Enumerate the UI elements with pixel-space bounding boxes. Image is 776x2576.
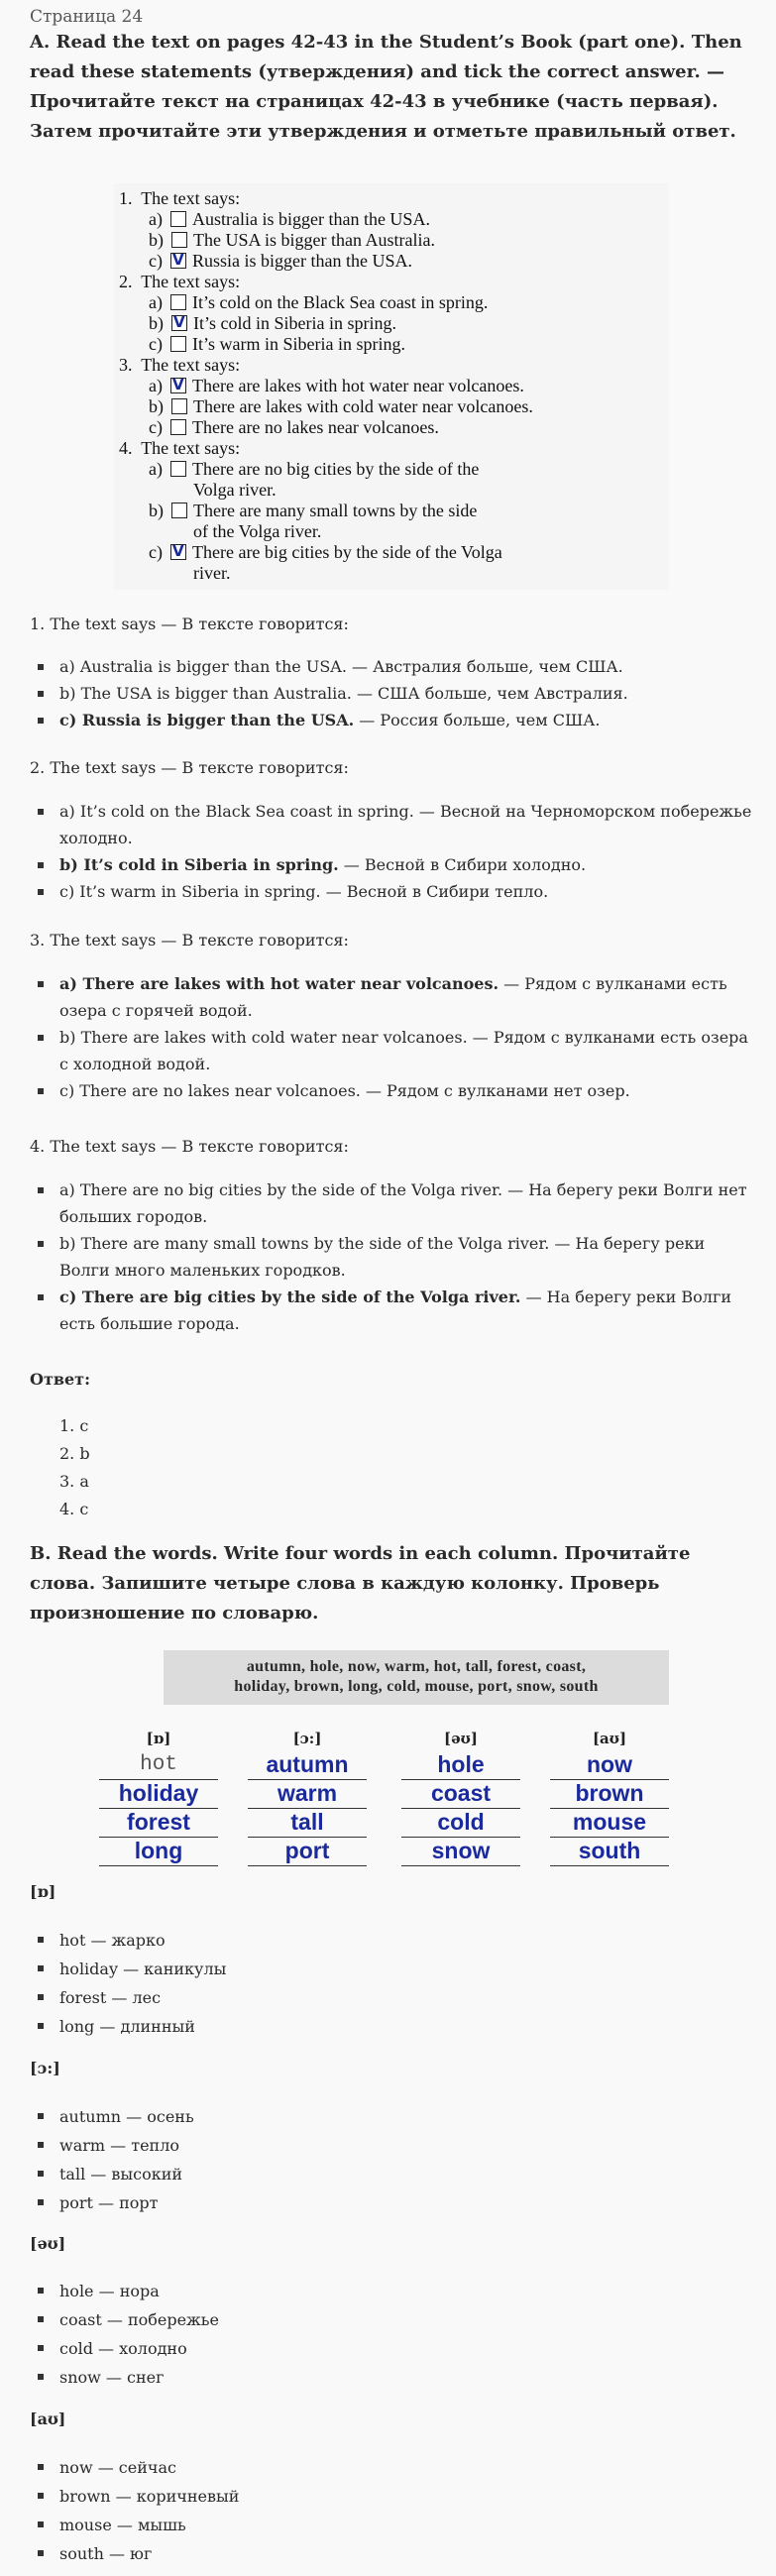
column-word: snow [401,1838,520,1866]
group-list-3 [30,2277,753,2392]
option-4a-cont: Volga river. [193,480,277,500]
word-box-line: autumn, hole, now, warm, hot, tall, forest, coast, [246,1658,587,1675]
group-label: [əʊ] [30,2234,66,2253]
option-3c: c) There are no lakes near volcanoes. [149,417,439,437]
list-item: c) There are big cities by the side of the Volga river. — На берегу реки Волги есть большие города. [30,1284,753,1337]
option-1b: b) The USA is bigger than Australia. [149,230,435,250]
column-word: holiday [99,1780,218,1809]
option-4a: a) There are no big cities by the side of the [149,459,480,479]
exercise-a-scan [114,183,669,590]
list-item: mouse — мышь [30,2511,753,2539]
result-list [30,1412,90,1523]
answer-list-2 [30,798,753,905]
list-item: b) There are lakes with cold water near volcanoes. — Рядом с вулканами есть озера с холодной водой. [30,1024,753,1077]
option-2b: b)V It’s cold in Siberia in spring. [149,313,396,334]
list-item: a) Australia is bigger than the USA. — Австралия больше, чем США. [30,653,753,680]
list-item: c) Russia is bigger than the USA. — Россия больше, чем США. [30,707,753,733]
option-2c: c) It’s warm in Siberia in spring. [149,334,405,354]
option-4b-cont: of the Volga river. [193,521,322,541]
list-item: forest — лес [30,1983,753,2012]
option-4b: b) There are many small towns by the side [149,501,478,520]
column-word: warm [248,1780,367,1809]
option-4c-cont: river. [193,563,231,583]
list-item: c) There are no lakes near volcanoes. — Рядом с вулканами нет озер. [30,1077,753,1104]
checkbox[interactable] [170,211,186,227]
task-b-heading: B. Read the words. Write four words in each column. Прочитайте слова. Запишите четыре слова в каждую колонку. Проверь произношение по словарю. [30,1543,691,1624]
sound-column-aw [248,1730,367,1866]
sound-header: [əʊ] [444,1730,478,1747]
list-item: port — порт [30,2188,753,2217]
list-item: 3. a [59,1472,89,1491]
checkbox[interactable] [171,398,187,414]
list-item: b) There are many small towns by the side of the Volga river. — На берегу реки Волги много маленьких городков. [30,1230,753,1284]
group-list-2 [30,2102,753,2217]
column-word: hot [99,1751,218,1780]
list-item: south — юг [30,2539,753,2568]
list-item: a) There are lakes with hot water near volcanoes. — Рядом с вулканами есть озера с горячей водой. [30,970,753,1024]
list-item: coast — побережье [30,2305,753,2334]
list-item: b) It’s cold in Siberia in spring. — Весной в Сибири холодно. [30,851,753,878]
checkbox[interactable] [170,336,186,352]
page-label: Страница 24 [30,7,144,27]
list-item: snow — снег [30,2363,753,2392]
checkbox[interactable] [171,503,187,518]
column-word: brown [550,1780,669,1809]
checkbox[interactable] [170,461,186,477]
list-item: 4. c [59,1500,89,1518]
list-item: 1. c [59,1416,89,1435]
sound-header: [aʊ] [592,1730,627,1747]
column-word: hole [401,1751,520,1780]
answer-intro-4: 4. The text says — В тексте говорится: [30,1137,349,1156]
checkbox-checked[interactable] [171,315,187,331]
answer-list-4 [30,1176,753,1337]
list-item: a) There are no big cities by the side of the Volga river. — На берегу реки Волги нет больших городов. [30,1176,753,1230]
list-item: a) It’s cold on the Black Sea coast in spring. — Весной на Черноморском побережье холодно. [30,798,753,851]
column-word: tall [248,1809,367,1838]
question-2: 2. The text says: [119,272,241,291]
checkbox-checked[interactable] [170,253,186,269]
list-item: warm — тепло [30,2131,753,2160]
sound-header: [ɒ] [146,1730,171,1747]
list-item: 2. b [59,1444,90,1463]
question-3: 3. The text says: [119,355,241,375]
column-word: coast [401,1780,520,1809]
column-word: forest [99,1809,218,1838]
list-item: cold — холодно [30,2334,753,2363]
answer-intro-1: 1. The text says — В тексте говорится: [30,615,349,633]
sound-header: [ɔ:] [292,1730,322,1747]
list-item: tall — высокий [30,2160,753,2188]
answer-label: Ответ: [30,1370,90,1389]
question-4: 4. The text says: [119,438,241,458]
answer-intro-3: 3. The text says — В тексте говорится: [30,931,349,950]
list-item: holiday — каникулы [30,1955,753,1983]
column-word: south [550,1838,669,1866]
list-item: hot — жарко [30,1926,753,1955]
option-1a: a) Australia is bigger than the USA. [149,209,430,229]
word-box [164,1650,669,1705]
answer-list-1 [30,653,753,733]
group-list-4 [30,2453,753,2568]
column-word: port [248,1838,367,1866]
answer-list-3 [30,970,753,1104]
option-3a: a)V There are lakes with hot water near volcanoes. [149,376,524,396]
option-4c: c)V There are big cities by the side of the Volga [149,542,502,563]
group-label: [aʊ] [30,2409,66,2428]
checkbox-checked[interactable] [170,378,186,393]
list-item: hole — нора [30,2277,753,2305]
word-box-line: holiday, brown, long, cold, mouse, port, snow, south [234,1678,599,1695]
group-list-1 [30,1926,753,2041]
sound-column-ou [401,1730,520,1866]
group-label: [ɒ] [30,1882,56,1901]
checkbox-checked[interactable] [170,544,186,560]
group-label: [ɔ:] [30,2059,60,2077]
list-item: now — сейчас [30,2453,753,2482]
list-item: brown — коричневый [30,2482,753,2511]
answer-intro-2: 2. The text says — В тексте говорится: [30,758,349,777]
list-item: c) It’s warm in Siberia in spring. — Весной в Сибири тепло. [30,878,753,905]
task-a-heading: A. Read the text on pages 42-43 in the Student’s Book (part one). Then read these statements (утверждения) and tick the correct answer. — Прочитайте текст на страницах 42-43 в учебнике (часть первая). Затем прочитайте эти утверждения и отметьте правильный ответ. [30,32,742,142]
list-item: autumn — осень [30,2102,753,2131]
column-word: long [99,1838,218,1866]
column-word: cold [401,1809,520,1838]
column-word: mouse [550,1809,669,1838]
checkbox[interactable] [170,294,186,310]
option-1c: c)V Russia is bigger than the USA. [149,251,412,272]
checkbox[interactable] [170,419,186,435]
sound-column-au [550,1730,669,1866]
list-item: long — длинный [30,2012,753,2041]
option-3b: b) There are lakes with cold water near volcanoes. [149,396,533,416]
sound-column-o [99,1730,218,1866]
column-word: now [550,1751,669,1780]
option-2a: a) It’s cold on the Black Sea coast in spring. [149,292,489,312]
column-word: autumn [248,1751,367,1780]
checkbox[interactable] [171,232,187,248]
list-item: b) The USA is bigger than Australia. — США больше, чем Австралия. [30,680,753,707]
question-1: 1. The text says: [119,188,241,208]
